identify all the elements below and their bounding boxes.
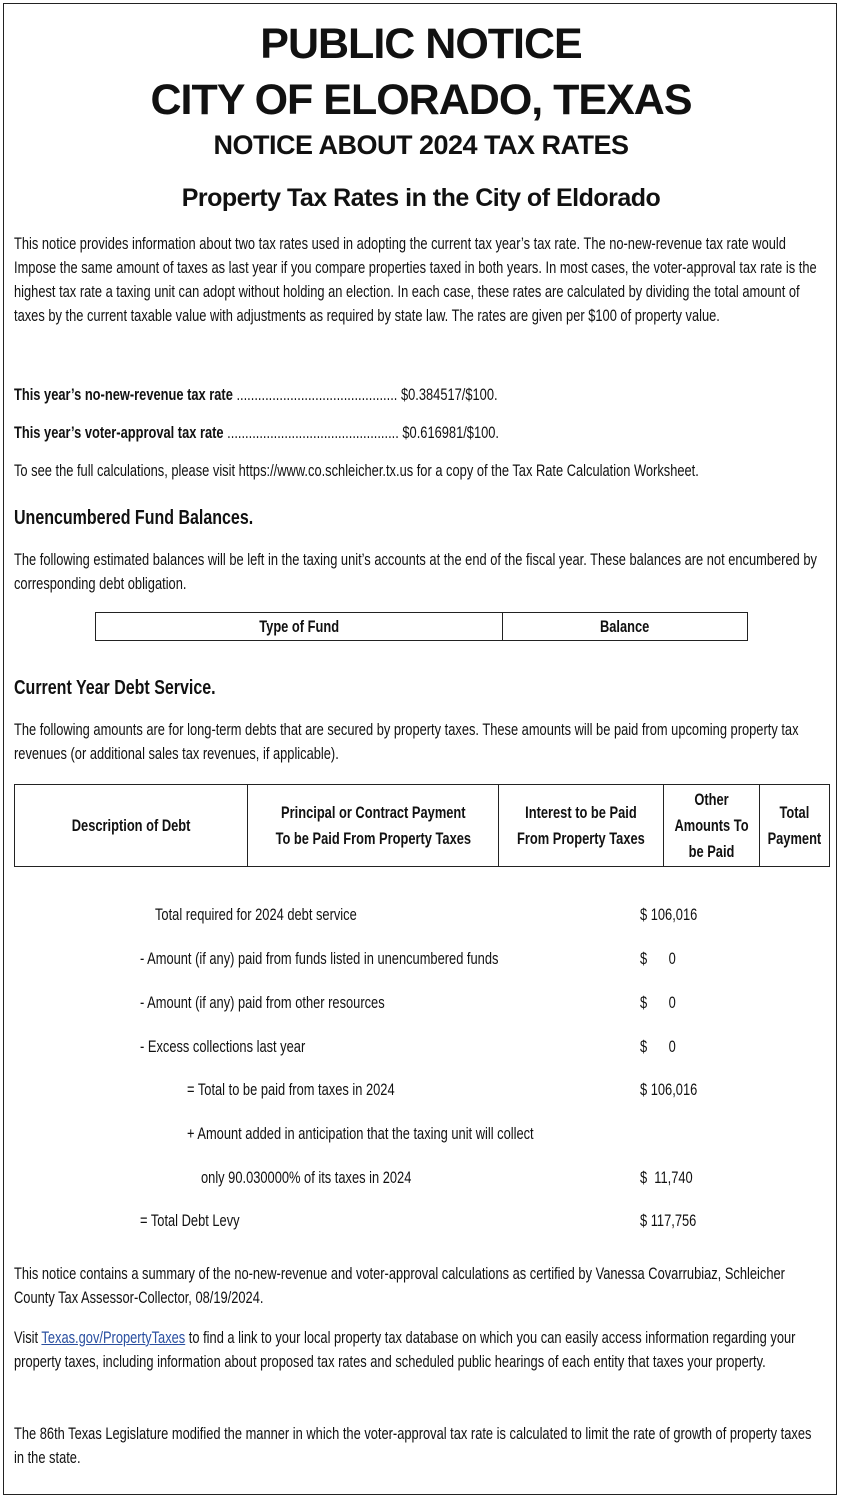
summary-label: only 90.030000% of its taxes in 2024	[201, 1169, 412, 1187]
summary-amount: $ 0	[640, 950, 676, 968]
visit-paragraph: Visit Texas.gov/PropertyTaxes to find a link to your local property tax database on which you can easily access information regarding your property taxes, including information about proposed tax rates and scheduled public hearings of each entity that taxes your property.	[14, 1329, 796, 1371]
certification-paragraph: This notice contains a summary of the no-new-revenue and voter-approval calculations as certified by Vanessa Covarrubiaz, Schleicher County Tax Assessor-Collector, 08/19/2024.	[14, 1265, 785, 1307]
summary-amount-total-debt-levy: $ 117,756	[640, 1212, 697, 1230]
unencumbered-fund-text: The following estimated balances will be left in the taxing unit’s accounts at the end of the fiscal year. These balances are not encumbered by corresponding debt obligation.	[14, 551, 817, 593]
summary-label: Total required for 2024 debt service	[155, 906, 357, 924]
fund-type-header: Type of Fund	[96, 613, 503, 641]
unencumbered-fund-heading: Unencumbered Fund Balances.	[14, 507, 254, 529]
summary-amount: $ 11,740	[640, 1169, 693, 1187]
calculation-note: To see the full calculations, please visit https://www.co.schleicher.tx.us for a copy of the Tax Rate Calculation Worksheet.	[14, 462, 699, 480]
leader-dots: ................................................	[227, 424, 399, 442]
summary-amount: $ 106,016	[640, 1081, 698, 1099]
principal-header: Principal or Contract Payment To be Paid From Property Taxes	[247, 785, 499, 867]
other-amounts-header: Other Amounts To be Paid	[664, 785, 760, 867]
summary-amount: $ 0	[640, 994, 676, 1012]
voter-approval-rate-value: $0.616981/$100.	[402, 424, 500, 442]
summary-amount: $ 106,016	[640, 906, 698, 924]
voter-approval-rate-line	[14, 424, 499, 443]
legislature-paragraph: The 86th Texas Legislature modified the manner in which the voter-approval tax rate is calculated to limit the rate of growth of property taxes in the state.	[14, 1425, 812, 1467]
summary-label: - Amount (if any) paid from other resources	[140, 994, 385, 1012]
leader-dots: .............................................	[236, 386, 398, 404]
debt-service-text: The following amounts are for long-term debts that are secured by property taxes. These amounts will be paid from upcoming property tax revenues (or additional sales tax revenues, if applicable).	[14, 721, 799, 763]
summary-amount: $ 0	[640, 1038, 676, 1056]
fund-balance-table	[95, 612, 748, 641]
debt-service-table	[14, 784, 830, 867]
city-title: CITY OF ELORADO, TEXAS	[150, 76, 692, 124]
voter-approval-rate-label: This year’s voter-approval tax rate	[14, 424, 224, 442]
summary-label: + Amount added in anticipation that the taxing unit will collect	[187, 1125, 534, 1143]
summary-label: = Total to be paid from taxes in 2024	[187, 1081, 395, 1099]
summary-label-total-debt-levy: = Total Debt Levy	[140, 1212, 240, 1230]
no-new-revenue-rate-label: This year’s no-new-revenue tax rate	[14, 386, 233, 404]
no-new-revenue-rate-line	[14, 386, 498, 405]
intro-paragraph: This notice provides information about two tax rates used in adopting the current tax year’s tax rate. The no-new-revenue tax rate would Impose the same amount of taxes as last year if you compare properties taxed in both years. In most cases, the voter-approval tax rate is the highest tax rate a taxing unit can adopt without holding an election. In each case, these rates are calculated by dividing the total amount of taxes by the current taxable value with adjustments as required by state law. The rates are given per $100 of property value.	[14, 235, 817, 325]
texas-gov-property-taxes-link[interactable]: Texas.gov/PropertyTaxes	[41, 1329, 186, 1347]
total-payment-header: Total Payment	[760, 785, 830, 867]
no-new-revenue-rate-value: $0.384517/$100.	[400, 386, 498, 404]
debt-description-header: Description of Debt	[15, 785, 248, 867]
notice-title: PUBLIC NOTICE	[260, 20, 582, 68]
summary-label: - Amount (if any) paid from funds listed in unencumbered funds	[140, 950, 499, 968]
debt-service-heading: Current Year Debt Service.	[14, 677, 216, 699]
fund-balance-header: Balance	[503, 613, 748, 641]
notice-subtitle: NOTICE ABOUT 2024 TAX RATES	[213, 130, 629, 160]
section-title-property-tax-rates: Property Tax Rates in the City of Eldorado	[181, 184, 661, 212]
summary-label: - Excess collections last year	[140, 1038, 306, 1056]
interest-header: Interest to be Paid From Property Taxes	[499, 785, 664, 867]
